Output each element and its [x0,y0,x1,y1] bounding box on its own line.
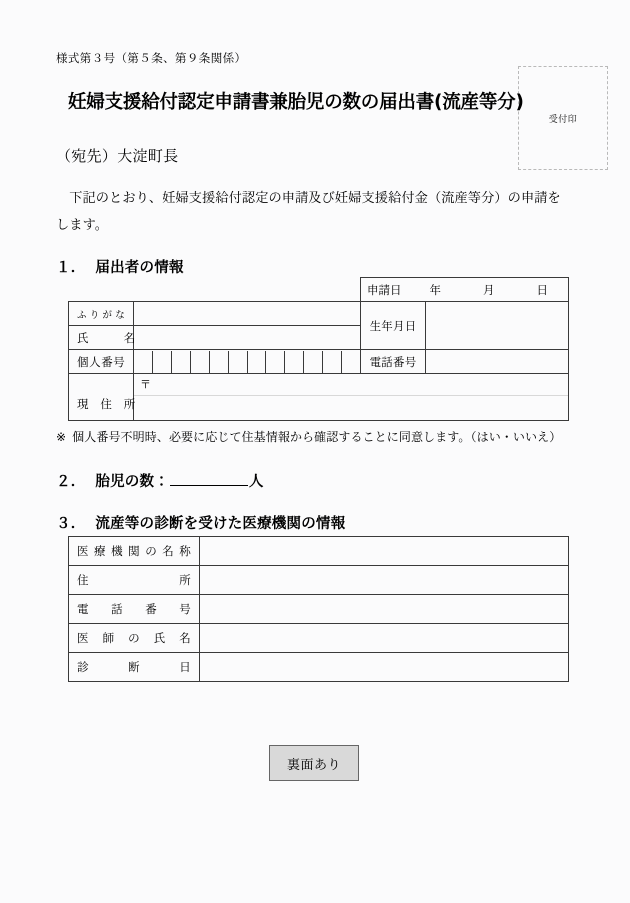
section-3-title: 流産等の診断を受けた医療機関の情報 [95,516,346,532]
medical-institution-table [68,536,568,682]
section-2-title: 胎児の数： [95,474,169,490]
consent-note-text: 個人番号不明時、必要に応じて住基情報から確認することに同意します。（はい・いいえ） [72,430,562,444]
address-input[interactable] [134,374,569,421]
fetus-count-input[interactable] [170,485,248,486]
birth-date-label: 生年月日 [361,302,426,350]
my-number-label: 個人番号 [69,350,134,374]
spacer-cell [134,278,361,302]
phone-label: 電話番号 [361,350,426,374]
name-label: 氏 名 [69,326,134,350]
table-row [69,302,569,326]
address-divider [134,395,568,396]
table-row [69,653,569,682]
section-1-number: １． [56,260,86,276]
medical-row-input[interactable] [200,537,569,566]
furigana-label: ふりがな [69,302,134,326]
medical-row-label-text: 医師の氏名 [77,633,191,645]
receipt-stamp-label: 受付印 [548,113,578,124]
receipt-stamp-box [518,66,608,170]
table-row [69,595,569,624]
note-mark-icon: ※ [56,430,67,444]
addressee: （宛先）大淀町長 [56,149,179,165]
my-number-digit-box[interactable] [172,351,191,373]
page-title: 妊婦支援給付認定申請書兼胎児の数の届出書(流産等分) [68,92,524,113]
medical-row-label [69,566,200,595]
medical-row-label [69,653,200,682]
apply-date-label: 申請日 [367,284,402,297]
medical-row-label-text: 電話番号 [77,604,191,616]
medical-row-label-text: 住所 [77,575,191,587]
section-2-number: ２． [56,474,86,490]
table-row [69,624,569,653]
my-number-digit-box[interactable] [191,351,210,373]
form-number: 様式第３号（第５条、第９条関係） [56,53,247,65]
table-row [69,374,569,421]
applicant-info-table [68,277,568,421]
furigana-input[interactable] [134,302,361,326]
medical-row-label-text: 医療機関の名称 [77,546,191,558]
my-number-digit-box[interactable] [323,351,342,373]
table-row [69,566,569,595]
consent-note [56,428,561,445]
my-number-digit-box[interactable] [153,351,172,373]
medical-row-label-text: 診断日 [77,662,191,674]
birth-date-input[interactable] [426,302,569,350]
name-input[interactable] [134,326,361,350]
address-label: 現 住 所 [69,374,134,421]
section-3-heading [56,512,345,533]
phone-input[interactable] [426,350,569,374]
medical-row-input[interactable] [200,653,569,682]
my-number-digit-box[interactable] [304,351,323,373]
medical-row-input[interactable] [200,624,569,653]
spacer-cell [69,278,134,302]
my-number-input[interactable] [134,350,361,374]
medical-row-label [69,537,200,566]
table-row [69,278,569,302]
table-row [69,537,569,566]
my-number-digit-box[interactable] [342,351,360,373]
medical-row-label [69,595,200,624]
medical-row-label [69,624,200,653]
intro-paragraph: 下記のとおり、妊婦支援給付認定の申請及び妊婦支援給付金（流産等分）の申請をします。 [56,190,561,233]
table-row [69,350,569,374]
apply-date-cell[interactable] [361,278,569,302]
section-2-heading [56,470,264,491]
postal-code-icon: 〒 [140,379,151,391]
medical-row-input[interactable] [200,566,569,595]
section-1-title: 届出者の情報 [95,260,184,276]
apply-date-month-unit: 月 [483,284,495,297]
fetus-count-unit: 人 [248,474,264,490]
my-number-digit-box[interactable] [285,351,304,373]
my-number-digit-grid[interactable] [134,351,360,373]
my-number-digit-box[interactable] [210,351,229,373]
my-number-digit-box[interactable] [248,351,267,373]
apply-date-year-unit: 年 [429,284,441,297]
section-1-heading [56,256,184,277]
back-side-button[interactable]: 裏面あり [269,745,359,781]
my-number-digit-box[interactable] [134,351,153,373]
my-number-digit-box[interactable] [229,351,248,373]
section-3-number: ３． [56,516,86,532]
apply-date-day-unit: 日 [536,284,548,297]
medical-row-input[interactable] [200,595,569,624]
my-number-digit-box[interactable] [266,351,285,373]
